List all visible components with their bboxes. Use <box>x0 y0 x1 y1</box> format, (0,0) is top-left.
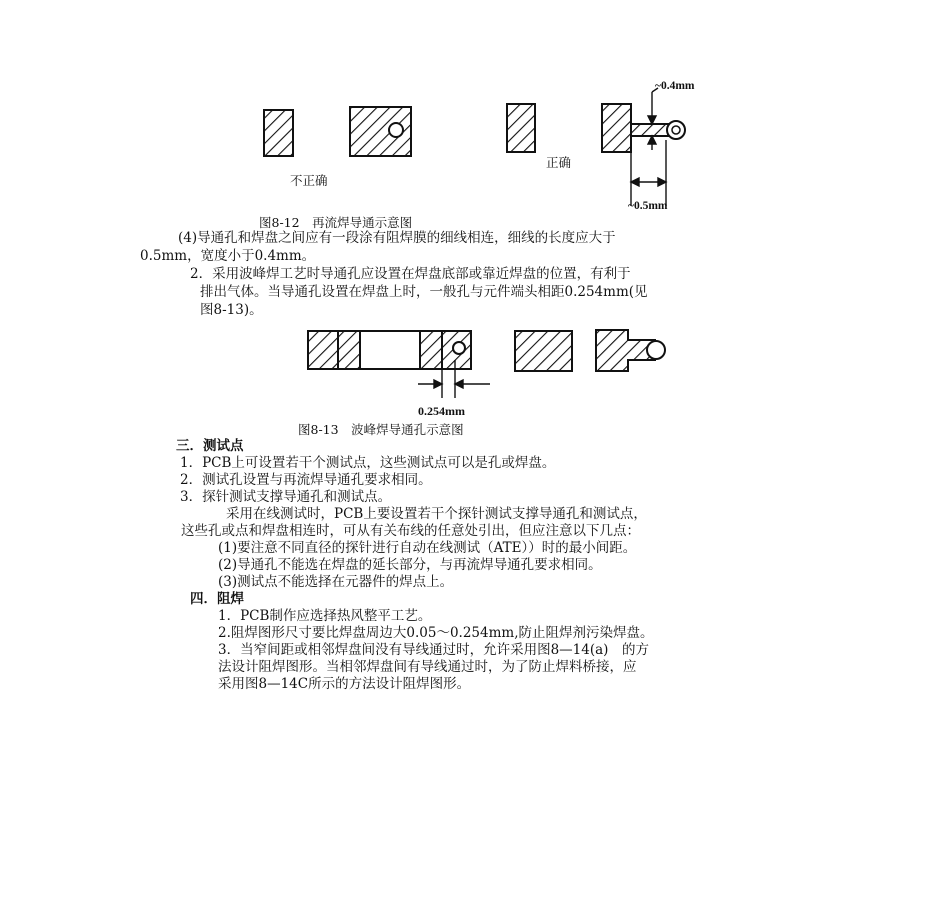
fig12-caption: 图8-12 再流焊导通示意图 <box>259 215 413 230</box>
section3-para-line1: 采用在线测试时，PCB上要设置若干个探针测试支撑导通孔和测试点， <box>226 506 647 522</box>
fig12-dim-length-marks <box>631 140 666 206</box>
fig12-label-right: 正确 <box>546 155 572 170</box>
para2-line1: 2．采用波峰焊工艺时导通孔应设置在焊盘底部或靠近焊盘的位置，有利于 <box>190 266 631 282</box>
fig13-plain-pad <box>515 331 572 371</box>
para4-line2: 0.5mm，宽度小于0.4mm。 <box>140 248 316 264</box>
fig12-right-pad-small <box>507 104 535 152</box>
fig13-caption: 图8-13 波峰焊导通孔示意图 <box>298 422 464 437</box>
section4-item-3-line2: 法设计阻焊图形。当相邻焊盘间有导线通过时，为了防止焊料桥接，应 <box>218 659 637 675</box>
section3-note-3: (3)测试点不能选择在元器件的焊点上。 <box>218 574 454 590</box>
fig12-wrong-pad-small <box>264 110 293 156</box>
section3-item-3: 3．探针测试支撑导通孔和测试点。 <box>180 489 392 505</box>
section3-heading: 三．测试点 <box>176 438 244 454</box>
section3-item-1: 1．PCB上可设置若干个测试点，这些测试点可以是孔或焊盘。 <box>180 455 556 471</box>
para2-line3: 图8-13)。 <box>200 302 263 318</box>
section3-note-2: (2)导通孔不能选在焊盘的延长部分，与再流焊导通孔要求相同。 <box>218 557 602 573</box>
fig12-label-wrong: 不正确 <box>290 173 328 188</box>
fig13-dim-label: 0.254mm <box>418 404 465 418</box>
section4-heading: 四．阻焊 <box>190 591 244 607</box>
para4-line1: (4)导通孔和焊盘之间应有一段涂有阻焊膜的细线相连，细线的长度应大于 <box>178 230 616 246</box>
section4-item-3-line1: 3．当窄间距或相邻焊盘间没有导线通过时，允许采用图8—14(a) 的方 <box>218 642 649 658</box>
section4-item-3-line3: 采用图8—14C所示的方法设计阻焊图形。 <box>218 676 471 692</box>
fig12-wrong-pad-with-via <box>350 107 411 156</box>
section4-item-2: 2.阻焊图形尺寸要比焊盘周边大0.05～0.254mm,防止阻焊剂污染焊盘。 <box>218 625 654 641</box>
fig13-long-pad <box>308 331 471 369</box>
section3-note-1: (1)要注意不同直径的探针进行自动在线测试（ATE））时的最小间距。 <box>218 540 637 556</box>
fig12-dim-top-label: ~0.4mm <box>655 80 695 92</box>
section3-item-2: 2．测试孔设置与再流焊导通孔要求相同。 <box>180 472 432 488</box>
section3-para-line2: 这些孔或点和焊盘相连时，可从有关布线的任意处引出，但应注意以下几点： <box>181 523 640 539</box>
para2-line2: 排出气体。当导通孔设置在焊盘上时，一般孔与元件端头相距0.254mm(见 <box>200 284 648 300</box>
fig12-right-pad-with-trace <box>602 104 685 152</box>
fig13-pad-with-tab <box>596 330 665 371</box>
section4-item-1: 1．PCB制作应选择热风整平工艺。 <box>218 608 432 624</box>
fig12-dim-bottom-label: ~0.5mm <box>628 200 668 212</box>
fig12-dim-width-marks <box>648 88 658 150</box>
